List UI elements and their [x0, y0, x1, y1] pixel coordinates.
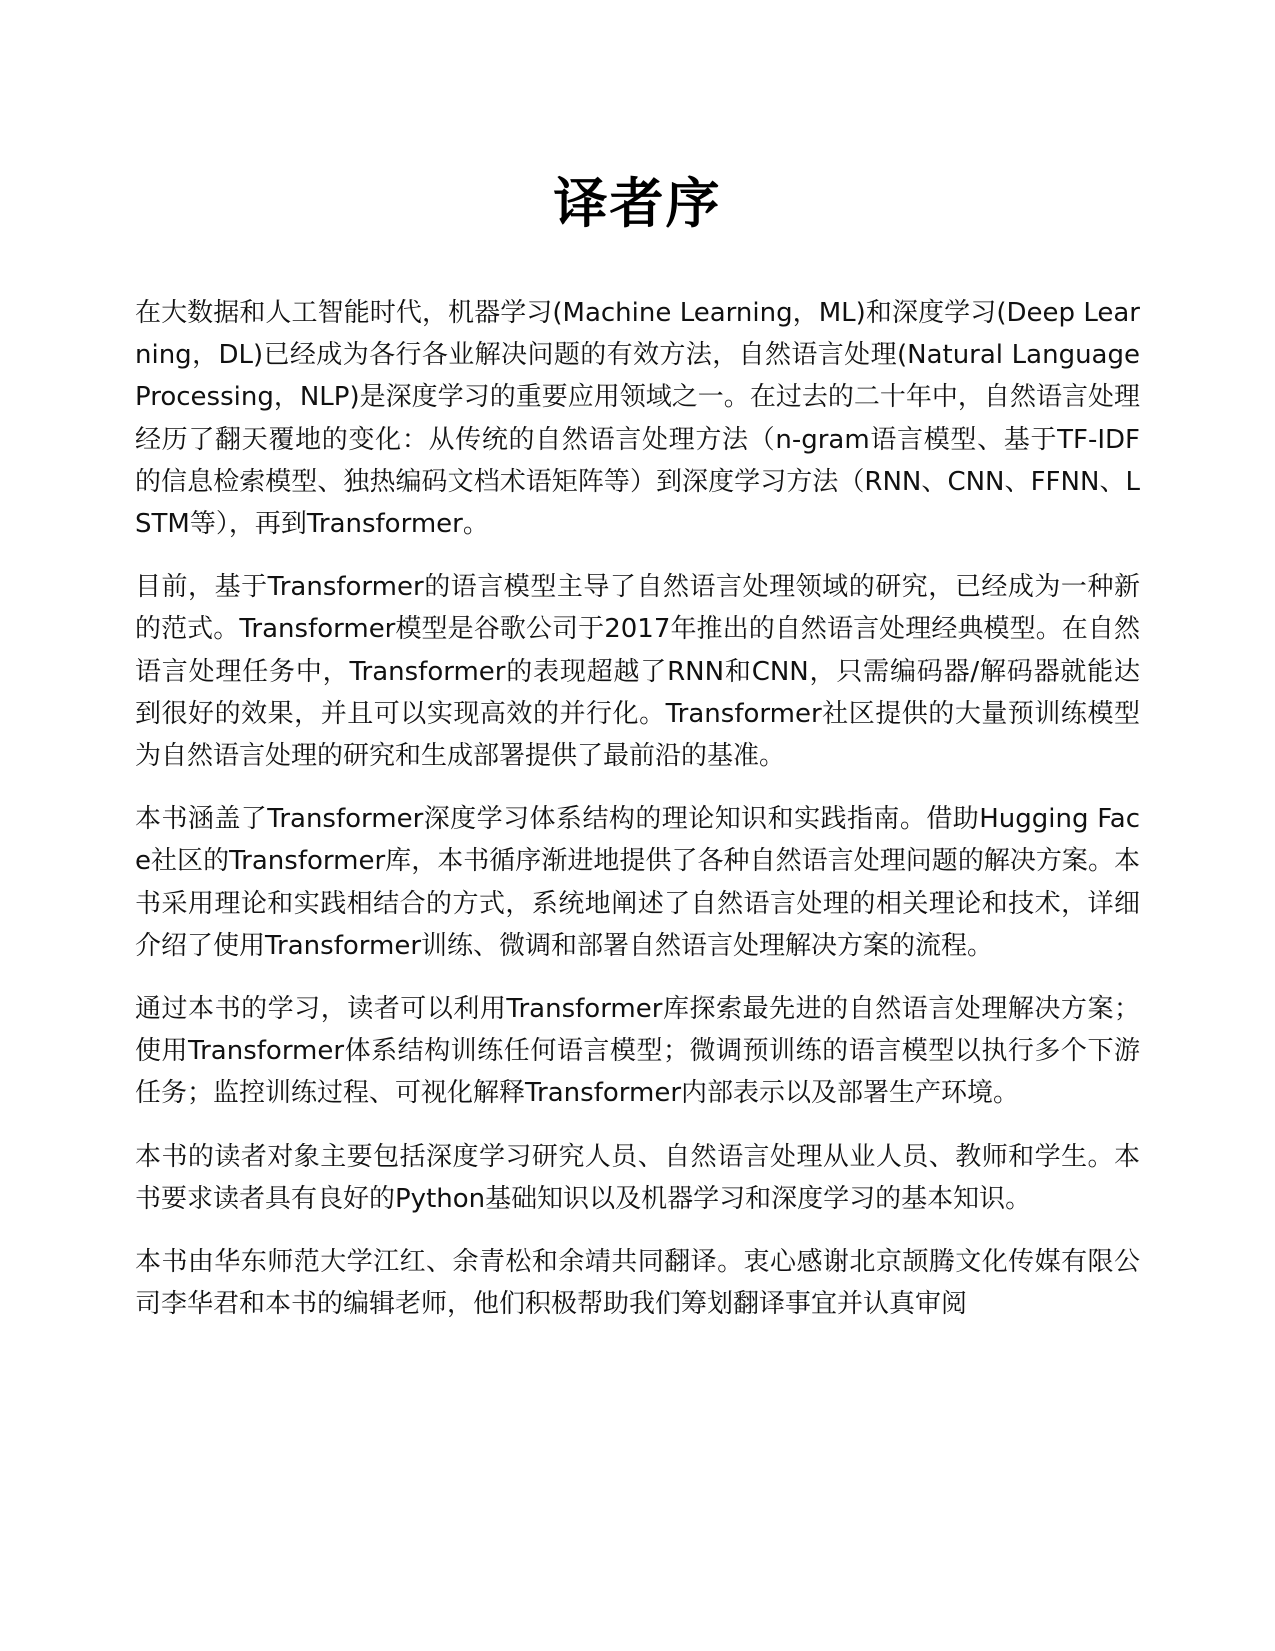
- paragraph-5: 本书的读者对象主要包括深度学习研究人员、自然语言处理从业人员、教师和学生。本书要求读者具有良好的Python基础知识以及机器学习和深度学习的基本知识。: [135, 1141, 1140, 1214]
- paragraph-3: 本书涵盖了Transformer深度学习体系结构的理论知识和实践指南。借助Hugging Face社区的Transformer库，本书循序渐进地提供了各种自然语言处理问题的解决方案。本书采用理论和实践相结合的方式，系统地阐述了自然语言处理的相关理论和技术，详细介绍了使用Transformer训练、微调和部署自然语言处理解决方案的流程。: [135, 804, 1140, 961]
- paragraph-6: 本书由华东师范大学江红、余青松和余靖共同翻译。衷心感谢北京颉腾文化传媒有限公司李华君和本书的编辑老师，他们积极帮助我们筹划翻译事宜并认真审阅: [135, 1247, 1140, 1320]
- paragraph-4: 通过本书的学习，读者可以利用Transformer库探索最先进的自然语言处理解决方案；使用Transformer体系结构训练任何语言模型；微调预训练的语言模型以执行多个下游任务；监控训练过程、可视化解释Transformer内部表示以及部署生产环境。: [135, 994, 1140, 1109]
- body-text: [135, 292, 1140, 1346]
- paragraph-1: 在大数据和人工智能时代，机器学习(Machine Learning，ML)和深度学习(Deep Learning，DL)已经成为各行各业解决问题的有效方法，自然语言处理(Natural Language Processing，NLP)是深度学习的重要应用领域之一。在过去的二十年中，自然语言处理经历了翻天覆地的变化：从传统的自然语言处理方法（n-gram语言模型、基于TF-IDF的信息检索模型、独热编码文档术语矩阵等）到深度学习方法（RNN、CNN、FFNN、LSTM等），再到Transformer。: [135, 298, 1140, 540]
- page-title: 译者序: [553, 172, 722, 235]
- paragraph-2: 目前，基于Transformer的语言模型主导了自然语言处理领域的研究，已经成为一种新的范式。Transformer模型是谷歌公司于2017年推出的自然语言处理经典模型。在自然语言处理任务中，Transformer的表现超越了RNN和CNN，只需编码器/解码器就能达到很好的效果，并且可以实现高效的并行化。Transformer社区提供的大量预训练模型为自然语言处理的研究和生成部署提供了最前沿的基准。: [135, 572, 1140, 772]
